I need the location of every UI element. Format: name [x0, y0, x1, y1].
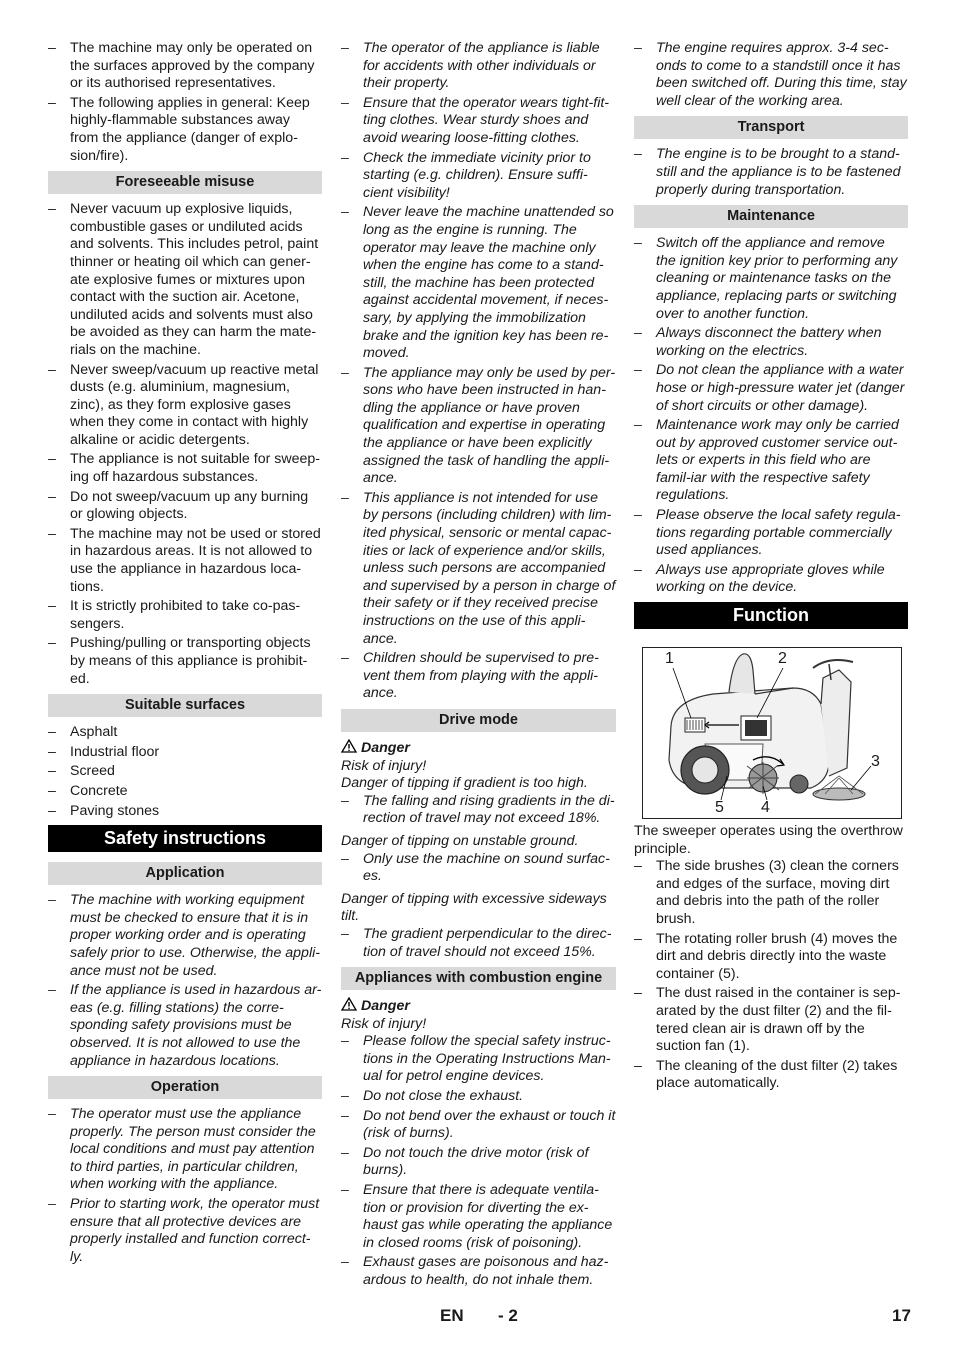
- list-item: – Please follow the special safety instruc-tions in the Operating Instructions Man-ual for petrol engine devices.: [341, 1033, 616, 1086]
- list-item: – Industrial floor: [48, 744, 322, 762]
- list-item: – Always disconnect the battery when working on the electrics.: [634, 325, 908, 360]
- operation-continued-list: [341, 40, 616, 703]
- list-item: – Asphalt: [48, 724, 322, 742]
- list-item: – Ensure that there is adequate ventila-tion or provision for diverting the ex-haust gas while operating the appliance in closed rooms (risk of poisoning).: [341, 1182, 616, 1252]
- footer-subpage: - 2: [498, 1306, 518, 1325]
- list-item: – Please observe the local safety regula-tions regarding portable commercially used appliances.: [634, 507, 908, 560]
- combustion-continued-list: [634, 40, 908, 110]
- warning-triangle-icon: [341, 739, 357, 753]
- section-heading-drive-mode: Drive mode: [341, 709, 616, 732]
- list-item: – Prior to starting work, the operator must ensure that all protective devices are properly installed and function correct-ly.: [48, 1196, 322, 1266]
- list-item: – Pushing/pulling or transporting objects by means of this appliance is prohibit-ed.: [48, 635, 322, 688]
- operation-list: [48, 1106, 322, 1266]
- tipping-unstable-text: Danger of tipping on unstable ground.: [341, 832, 579, 849]
- footer-page-number: 17: [892, 1306, 911, 1325]
- list-item: – The following applies in general: Keep highly-flammable substances away from the appliance (danger of explo-sion/fire).: [48, 95, 322, 165]
- main-heading-function: Function: [634, 602, 908, 629]
- application-list: [48, 892, 322, 1070]
- misuse-list: [48, 201, 322, 688]
- list-item: – The engine is to be brought to a stand-still and the appliance is to be fastened properly during transportation.: [634, 146, 908, 199]
- column-3: [634, 40, 908, 1098]
- list-item: – Switch off the appliance and remove the ignition key prior to performing any cleaning or maintenance tasks on the appliance, replacing parts or switching over to another function.: [634, 235, 908, 323]
- list-item: – Never vacuum up explosive liquids, combustible gases or undiluted acids and solvents. This includes petrol, paint thinner or heating oil which can gener-ate explosive fumes or mixtures upon contact with the suction air. Acetone, undiluted acids and solvents must also be avoided as they can harm the mate-rials on the machine.: [48, 201, 322, 359]
- list-item: – The rotating roller brush (4) moves the dirt and debris directly into the waste container (5).: [634, 931, 908, 984]
- transport-list: [634, 146, 908, 199]
- section-heading-application: Application: [48, 862, 322, 885]
- unstable-list: [341, 851, 616, 886]
- list-item: – The side brushes (3) clean the corners and edges of the surface, moving dirt and debris into the path of the roller brush.: [634, 858, 908, 928]
- list-item: – Maintenance work may only be carried out by approved customer service out-lets or experts in this field who are famil-iar with the respective safety regulations.: [634, 417, 908, 505]
- risk-text: Risk of injury!: [341, 1015, 427, 1032]
- list-item: – Screed: [48, 763, 322, 781]
- list-item: – It is strictly prohibited to take co-pas-sengers.: [48, 598, 322, 633]
- column-2: [341, 40, 616, 1295]
- sweeper-illustration: [643, 648, 901, 818]
- footer-language: EN: [440, 1306, 464, 1325]
- list-item: – Paving stones: [48, 803, 322, 821]
- danger-text: Danger: [361, 739, 410, 756]
- column-1: [48, 40, 322, 1271]
- list-item: – The machine may not be used or stored in hazardous areas. It is not allowed to use the appliance in hazardous loca-tions.: [48, 526, 322, 596]
- list-item: – Never leave the machine unattended so long as the engine is running. The operator may leave the machine only when the engine has come to a stand-still, the machine has been protected against accidental movement, if neces-sary, by applying the immobilization brake and the ignition key has been re-moved.: [341, 204, 616, 362]
- list-item: – The gradient perpendicular to the direc-tion of travel should not exceed 15%.: [341, 926, 616, 961]
- list-item: – Do not bend over the exhaust or touch it (risk of burns).: [341, 1108, 616, 1143]
- list-item: – Exhaust gases are poisonous and haz-ardous to health, do not inhale them.: [341, 1254, 616, 1289]
- list-item: – Only use the machine on sound surfac-es.: [341, 851, 616, 886]
- callout-5: 5: [715, 799, 724, 817]
- function-list: [634, 858, 908, 1093]
- tipping-gradient-text: Danger of tipping if gradient is too high.: [341, 775, 588, 792]
- section-heading-suitable-surfaces: Suitable surfaces: [48, 694, 322, 717]
- list-item: – The machine with working equipment must be checked to ensure that it is in proper working order and is operating safely prior to use. Otherwise, the appli-ance must not be used.: [48, 892, 322, 980]
- list-item: – The operator must use the appliance properly. The person must consider the local conditions and must pay attention to third parties, in particular children, when working with the appliance.: [48, 1106, 322, 1194]
- section-heading-operation: Operation: [48, 1076, 322, 1099]
- list-item: – The dust raised in the container is sep-arated by the dust filter (2) and the fil-tered clean air is drawn off by the suction fan (1).: [634, 985, 908, 1055]
- list-item: – The operator of the appliance is liable for accidents with other individuals or their property.: [341, 40, 616, 93]
- intro-list: [48, 40, 322, 165]
- list-item: – Children should be supervised to pre-vent them from playing with the appli-ance.: [341, 650, 616, 703]
- list-item: – The appliance may only be used by per-sons who have been instructed in han-dling the appliance or have proven qualification and expertise in operating the appliance or have been explicitly assigned the task of handling the appli-ance.: [341, 365, 616, 488]
- callout-1: 1: [665, 650, 674, 668]
- list-item: – The falling and rising gradients in the di-rection of travel may not exceed 18%.: [341, 793, 616, 828]
- section-heading-transport: Transport: [634, 116, 908, 139]
- danger-label: [341, 997, 616, 1016]
- list-item: – Check the immediate vicinity prior to starting (e.g. children). Ensure suffi-cient visibility!: [341, 150, 616, 203]
- list-item: – The cleaning of the dust filter (2) takes place automatically.: [634, 1058, 908, 1093]
- callout-2: 2: [778, 650, 787, 668]
- danger-text: Danger: [361, 998, 410, 1015]
- list-item: – The engine requires approx. 3-4 sec-onds to come to a standstill once it has been switched off. During this time, stay well clear of the working area.: [634, 40, 908, 110]
- list-item: – Do not touch the drive motor (risk of burns).: [341, 1145, 616, 1180]
- warning-triangle-icon: [341, 997, 357, 1011]
- sweeper-diagram: [642, 647, 902, 819]
- function-intro: The sweeper operates using the overthrow principle.: [634, 823, 903, 857]
- section-heading-foreseeable-misuse: Foreseeable misuse: [48, 171, 322, 194]
- sideways-list: [341, 926, 616, 961]
- list-item: – This appliance is not intended for use by persons (including children) with lim-ited physical, sensoric or mental capac-ities or lack of experience and/or skills, unless such persons are accompanied and supervised by a person in charge of their safety or if they received precise instructions on the use of this appli-ance.: [341, 490, 616, 648]
- callout-3: 3: [871, 753, 880, 771]
- callout-4: 4: [761, 799, 770, 817]
- list-item: – Do not clean the appliance with a water hose or high-pressure water jet (danger of short circuits or other damage).: [634, 362, 908, 415]
- section-heading-maintenance: Maintenance: [634, 205, 908, 228]
- danger-label: [341, 739, 616, 758]
- surfaces-list: [48, 724, 322, 820]
- list-item: – Do not sweep/vacuum up any burning or glowing objects.: [48, 489, 322, 524]
- risk-text: Risk of injury!: [341, 757, 427, 774]
- list-item: – Ensure that the operator wears tight-fit-ting clothes. Wear sturdy shoes and avoid wearing loose-fitting clothes.: [341, 95, 616, 148]
- gradient-list: [341, 793, 616, 828]
- list-item: – Concrete: [48, 783, 322, 801]
- list-item: – Do not close the exhaust.: [341, 1088, 616, 1106]
- combustion-list: [341, 1033, 616, 1289]
- list-item: – The machine may only be operated on the surfaces approved by the company or its authorised representatives.: [48, 40, 322, 93]
- list-item: – Never sweep/vacuum up reactive metal dusts (e.g. aluminium, magnesium, zinc), as they form explosive gases when they come in contact with highly alkaline or acidic detergents.: [48, 362, 322, 450]
- section-heading-combustion-engine: Appliances with combustion engine: [341, 967, 616, 990]
- main-heading-safety-instructions: Safety instructions: [48, 825, 322, 852]
- list-item: – Always use appropriate gloves while working on the device.: [634, 562, 908, 597]
- list-item: – The appliance is not suitable for sweep-ing off hazardous substances.: [48, 451, 322, 486]
- maintenance-list: [634, 235, 908, 597]
- tipping-sideways-text: Danger of tipping with excessive sideways tilt.: [341, 890, 607, 925]
- list-item: – If the appliance is used in hazardous ar-eas (e.g. filling stations) the corre-sponding safety provisions must be observed. It is not allowed to use the appliance in hazardous locations.: [48, 982, 322, 1070]
